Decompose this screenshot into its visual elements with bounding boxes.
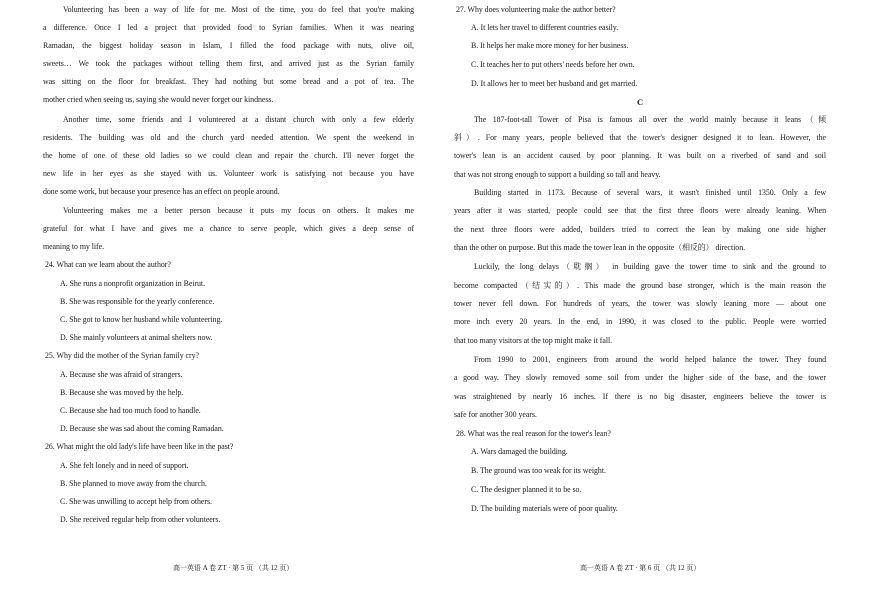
text-line: that was not strong enough to support a building so tall and heavy.: [454, 170, 661, 179]
section-heading: C: [636, 97, 644, 107]
answer-option[interactable]: A. Because she was afraid of strangers.: [60, 370, 183, 379]
question-stem: 27. Why does volunteering make the author better?: [456, 5, 616, 14]
page-footer-right: 高一英语 A 卷 ZT · 第 6 页 （共 12 页）: [580, 564, 701, 572]
text-line: Volunteering has been a way of life for me. Most of the time, you do feel that you're making: [63, 5, 414, 14]
text-line: grateful for what I have and gives me a chance to serve people, which gives a deep sense of: [43, 224, 414, 233]
question-stem: 28. What was the real reason for the tower's lean?: [456, 429, 611, 438]
text-line: the next three floors were added, builders tried to correct the lean by making one side higher: [454, 225, 826, 234]
text-line: residents. The building was old and the church yard needed attention. We spent the weekend in: [43, 133, 414, 142]
text-line: 斜）. For many years, people believed that the tower's designer designed it to lean. However, the: [454, 133, 826, 142]
answer-option[interactable]: C. She got to know her husband while volunteering.: [60, 315, 223, 324]
answer-option[interactable]: D. It allows her to meet her husband and get married.: [471, 79, 638, 88]
answer-option[interactable]: B. She was responsible for the yearly conference.: [60, 297, 215, 306]
text-line: tower's lean is an accident caused by poor planning. It was built on a riverbed of sand and soil: [454, 151, 826, 160]
question-stem: 24. What can we learn about the author?: [45, 260, 171, 269]
text-line: become compacted（结实的）. This made the ground base stronger, which is the main reason the: [454, 281, 826, 290]
answer-option[interactable]: D. Because she was sad about the coming Ramadan.: [60, 424, 224, 433]
answer-option[interactable]: A. Wars damaged the building.: [471, 447, 568, 456]
text-line: Volunteering makes me a better person because it puts my focus on others. It makes me: [63, 206, 414, 215]
answer-option[interactable]: C. The designer planned it to be so.: [471, 485, 582, 494]
page-footer-left: 高一英语 A 卷 ZT · 第 5 页 （共 12 页）: [173, 564, 294, 572]
text-line: a good way. They slowly removed some soil from under the higher side of the base, and the tower: [454, 373, 826, 382]
text-line: safe for another 300 years.: [454, 410, 537, 419]
answer-option[interactable]: A. She felt lonely and in need of support.: [60, 461, 189, 470]
text-line: that too many visitors at the top might make it fall.: [454, 336, 613, 345]
text-line: tower never fell down. For hundreds of years, the tower was slowly leaning more — about one: [454, 299, 826, 308]
text-line: a difference. Once I led a project that provided food to Syrian families. When it was nearing: [43, 23, 414, 32]
answer-option[interactable]: B. It helps her make more money for her business.: [471, 41, 629, 50]
text-line: done some work, but because your presence has an effect on people around.: [43, 187, 280, 196]
text-line: than the other on purpose. But this made the tower lean in the opposite（相反的） direction.: [454, 243, 746, 252]
text-line: new life in her eyes as she stayed with us. Volunteer work is satisfying not because you have: [43, 169, 414, 178]
answer-option[interactable]: C. She was unwilling to accept help from others.: [60, 497, 212, 506]
answer-option[interactable]: D. She received regular help from other volunteers.: [60, 515, 221, 524]
text-line: more inch every 20 years. In the end, in 1990, it was closed to the public. People were worried: [454, 317, 826, 326]
question-stem: 26. What might the old lady's life have been like in the past?: [45, 442, 234, 451]
text-line: was sitting on the floor for breakfast. They had nothing but some bread and a pot of tea. The: [43, 77, 414, 86]
text-line: was straightened by nearly 16 inches. If there is no big disaster, engineers believe the tower is: [454, 392, 826, 401]
answer-option[interactable]: A. She runs a nonprofit organization in Beirut.: [60, 279, 206, 288]
text-line: Ramadan, the biggest holiday season in Islam, I filled the food package with nuts, olive oil,: [43, 41, 414, 50]
text-line: years after it was started, people could see that the first three floors were already leaning. When: [454, 206, 826, 215]
answer-option[interactable]: A. It lets her travel to different countries easily.: [471, 23, 619, 32]
answer-option[interactable]: C. It teaches her to put others' needs before her own.: [471, 60, 635, 69]
text-line: From 1990 to 2001, engineers from around the world helped balance the tower. They found: [474, 355, 826, 364]
answer-option[interactable]: B. She planned to move away from the church.: [60, 479, 207, 488]
text-line: mother cried when seeing us, saying she would never forget our kindness.: [43, 95, 274, 104]
answer-option[interactable]: B. Because she was moved by the help.: [60, 388, 184, 397]
text-line: the home of one of these old ladies so we could clean and repair the church. I'll never forget the: [43, 151, 414, 160]
text-line: Building started in 1173. Because of several wars, it wasn't finished until 1350. Only a few: [474, 188, 826, 197]
answer-option[interactable]: B. The ground was too weak for its weight.: [471, 466, 606, 475]
answer-option[interactable]: C. Because she had too much food to handle.: [60, 406, 201, 415]
text-line: The 187-foot-tall Tower of Pisa is famous all over the world mainly because it leans（倾: [474, 115, 826, 124]
text-line: meaning to my life.: [43, 242, 105, 251]
text-line: sweets… We took the packages without telling them first, and arrived just as the Syrian family: [43, 59, 414, 68]
answer-option[interactable]: D. She mainly volunteers at animal shelters now.: [60, 333, 213, 342]
question-stem: 25. Why did the mother of the Syrian family cry?: [45, 351, 199, 360]
text-line: Luckily, the long delays（耽搁） in building gave the tower time to sink and the ground to: [474, 262, 826, 271]
answer-option[interactable]: D. The building materials were of poor quality.: [471, 504, 618, 513]
text-line: Another time, some friends and I volunteered at a distant church with only a few elderly: [63, 115, 414, 124]
